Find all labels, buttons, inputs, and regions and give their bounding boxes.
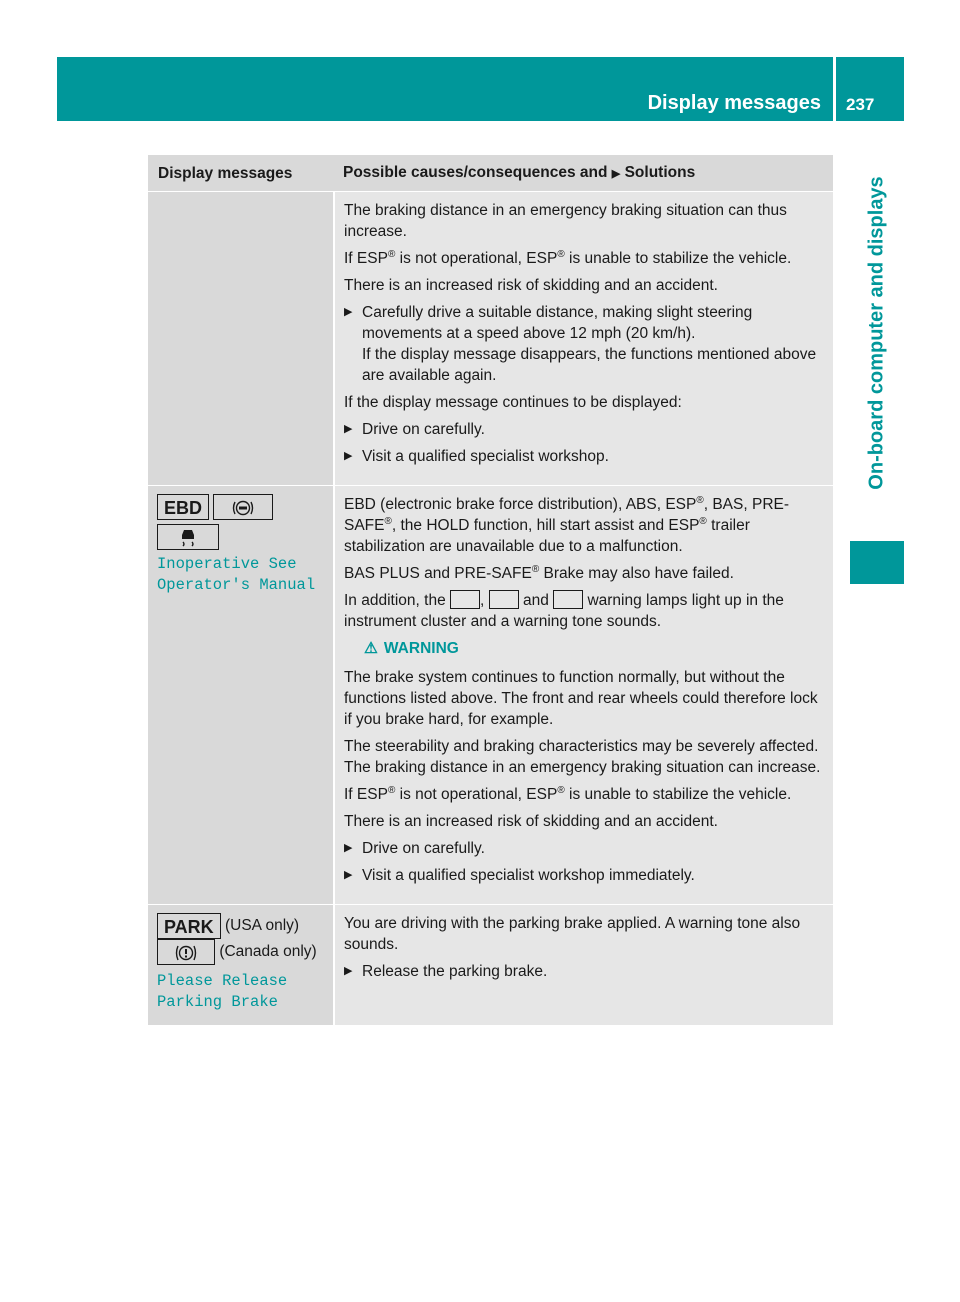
side-tab-label: On-board computer and displays — [865, 175, 888, 490]
solution-cell: You are driving with the parking brake applied. A warning tone also sounds. ▶ Release the parking brake. — [333, 904, 833, 1025]
header-title: Display messages — [647, 92, 821, 114]
display-message-text: Please Release — [157, 972, 288, 990]
solution-cell: The braking distance in an emergency braking situation can thus increase. If ESP® is not operational, ESP® is unable to stabilize the vehicle. There is an increased risk of skidding and an accident. ▶ Carefully drive a suitable distance, making slight steering movements at a speed above 12 mph (20 km/h). If the display message disappears, the functions mentioned above are available again. If the display message continues to be displayed: ▶ Drive on carefully. ▶ Visit a qualified specialist workshop. — [333, 191, 833, 485]
esp-skid-icon — [157, 524, 219, 550]
display-message-text: Inoperative See — [157, 555, 297, 573]
display-message-cell: PARK (USA only) (Canada only) Please Release Parking Brake — [148, 904, 333, 1025]
side-tab — [850, 130, 904, 535]
solution-step: ▶ Drive on carefully. — [344, 419, 825, 440]
page-number-box — [836, 57, 904, 121]
display-messages-table — [148, 155, 833, 1025]
table-row — [148, 191, 833, 485]
solution-step: ▶ Visit a qualified specialist workshop. — [344, 446, 825, 467]
solution-step: ▶ Drive on carefully. — [344, 838, 825, 859]
col-causes-solutions: Possible causes/consequences and ▶ Solutions — [333, 155, 833, 191]
solution-step: ▶ Visit a qualified specialist workshop immediately. — [344, 865, 825, 886]
display-message-cell — [148, 191, 333, 485]
header-bar — [57, 57, 833, 121]
warning-heading: ⚠ WARNING — [364, 640, 459, 657]
esp-off-icon — [489, 590, 519, 609]
solution-step: ▶ Release the parking brake. — [344, 961, 825, 982]
abs-icon — [553, 590, 583, 609]
display-message-text: Operator's Manual — [157, 576, 316, 594]
table-header-row — [148, 155, 833, 191]
page-number: 237 — [846, 95, 875, 114]
table-row — [148, 904, 833, 1025]
solution-step: ▶ Carefully drive a suitable distance, making slight steering movements at a speed above 12 mph (20 km/h). If the display message disappears, the functions mentioned above are available again. — [344, 302, 825, 386]
park-icon: PARK — [157, 913, 221, 939]
side-tab-marker — [850, 541, 904, 584]
col-display-messages: Display messages — [148, 155, 333, 191]
solution-cell: EBD (electronic brake force distribution), ABS, ESP®, BAS, PRE-SAFE®, the HOLD function, hill start assist and ESP® trailer stabilization are unavailable due to a malfunction. BAS PLUS and PRE-SAFE® Brake may also have failed. In addition, the , and warning lamps light up in the instrument cluster and a warning tone sounds. ⚠ WARNING The brake system continues to function normally, but without the functions listed above. The front and rear wheels could therefore lock if you brake hard, for example. The steerability and braking characteristics may be severely affected. The braking distance in an emergency braking situation can increase. If ESP® is not operational, ESP® is unable to stabilize the vehicle. There is an increased risk of skidding and an accident. ▶ Drive on carefully. ▶ Visit a qualified specialist workshop immediately. — [333, 485, 833, 904]
ebd-icon: EBD — [157, 494, 209, 520]
table-row — [148, 485, 833, 904]
esp-skid-icon — [450, 590, 480, 609]
arrow-icon: ▶ — [611, 167, 621, 180]
display-message-cell — [148, 485, 333, 904]
abs-icon — [213, 494, 273, 520]
display-message-text: Parking Brake — [157, 993, 278, 1011]
brake-warning-icon — [157, 939, 215, 965]
warning-triangle-icon: ⚠ — [364, 640, 378, 657]
